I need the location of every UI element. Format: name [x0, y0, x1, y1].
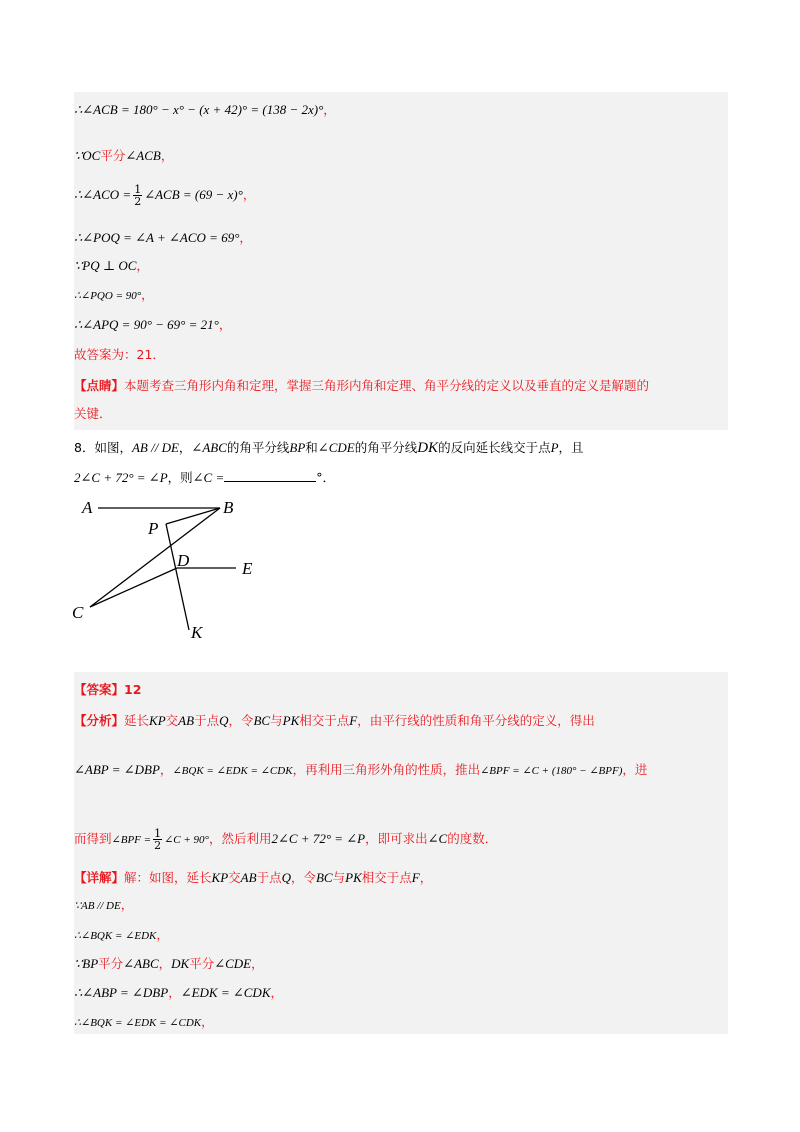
- math-expr: AB // DE: [131, 440, 179, 455]
- text: 和: [305, 440, 318, 455]
- text: 的反向延长线交于点: [438, 440, 551, 455]
- punct: ，: [218, 317, 232, 332]
- red-text: 平分: [100, 148, 126, 163]
- math-expr: ∠CDE: [317, 440, 355, 455]
- math-expr: PK: [345, 870, 362, 885]
- math-expr: ∠ABC: [191, 440, 227, 455]
- math-expr: ∴∠POQ = ∠A + ∠ACO = 69°: [74, 230, 240, 245]
- math-expr: BC: [315, 870, 333, 885]
- punct: ，: [201, 1014, 214, 1029]
- label-a: A: [82, 498, 93, 517]
- detail-line-1: [74, 868, 432, 889]
- answer-value: 12: [124, 682, 142, 697]
- question-line-2: [74, 468, 335, 489]
- math-expr: ∵OC: [74, 148, 101, 163]
- answer-label-line: [74, 680, 141, 701]
- label-k: K: [191, 623, 203, 642]
- math-expr: Q: [219, 713, 229, 728]
- text: 延长: [124, 713, 150, 728]
- math-expr: ∠ABC: [123, 956, 159, 971]
- answer-line: [74, 345, 165, 366]
- punct: ，: [270, 985, 284, 1000]
- punct: ，: [156, 927, 169, 942]
- math-expr: ∴∠ACB = 180° − x° − (x + 42)° = (138 − 2x)°: [74, 102, 324, 117]
- text: 与: [332, 870, 346, 885]
- comment-label: 【点睛】: [74, 378, 125, 393]
- math-expr: ∴∠APQ = 90° − 69° = 21°: [74, 317, 219, 332]
- math-expr: ∴∠ACO =: [74, 187, 132, 202]
- comment-line-1: [74, 376, 649, 397]
- fraction-numerator: 1: [154, 827, 162, 840]
- math-expr: ∠C + 90°: [164, 834, 209, 846]
- text: 的角平分线: [226, 440, 290, 455]
- punct: ，: [242, 187, 256, 202]
- step-line-2: [74, 146, 173, 167]
- text: ，: [178, 440, 192, 455]
- math-expr: ∠C =: [192, 470, 225, 485]
- math-expr: ∠BQK = ∠EDK = ∠CDK: [172, 765, 293, 777]
- fraction-denominator: 2: [154, 839, 162, 852]
- text: 交: [165, 713, 179, 728]
- math-expr: ∠BPF =: [111, 834, 152, 846]
- text: 相交于点: [361, 870, 412, 885]
- math-expr: BC: [253, 713, 271, 728]
- text: 于点: [256, 870, 282, 885]
- text: °．: [316, 470, 336, 485]
- red-text: 平分: [189, 956, 215, 971]
- text: 相交于点: [299, 713, 350, 728]
- math-expr: F: [349, 713, 358, 728]
- label-c: C: [72, 603, 84, 622]
- punct: ，: [158, 956, 172, 971]
- detail-step-5: [74, 1012, 214, 1033]
- math-expr: DK: [417, 440, 439, 456]
- text: ，进: [622, 762, 648, 777]
- step-line-1: [74, 100, 336, 121]
- step-line-3: [74, 184, 255, 207]
- detail-step-2: [74, 925, 169, 946]
- math-expr: ∵PQ ⊥ OC: [74, 258, 137, 273]
- text: 于点: [194, 713, 220, 728]
- math-expr: PK: [282, 713, 300, 728]
- math-expr: ∵AB // DE: [74, 900, 121, 912]
- text: ，且: [558, 440, 584, 455]
- math-expr: ∠C: [427, 831, 448, 846]
- analysis-line-3: [74, 828, 497, 851]
- math-expr: ∠ABP = ∠DBP: [74, 762, 160, 777]
- math-expr: 2∠C + 72° = ∠P: [74, 470, 168, 485]
- text: 的角平分线: [354, 440, 418, 455]
- text: ，: [419, 870, 433, 885]
- answer-blank[interactable]: [224, 469, 316, 482]
- math-expr: ∠EDK = ∠CDK: [180, 985, 271, 1000]
- analysis-line-1: [74, 711, 595, 732]
- punct: ，: [136, 258, 149, 273]
- math-expr: KP: [211, 870, 229, 885]
- punct: ，: [323, 102, 336, 117]
- label-p: P: [148, 519, 159, 538]
- step-line-7: [74, 315, 231, 336]
- math-expr: ∠CDE: [214, 956, 252, 971]
- detail-step-1: [74, 895, 133, 916]
- text: ，即可求出: [365, 831, 428, 846]
- math-expr: KP: [149, 713, 166, 728]
- detail-step-4: [74, 983, 283, 1004]
- label-d: D: [177, 551, 190, 570]
- math-expr: ∴∠BQK = ∠EDK: [74, 930, 157, 942]
- text: ，令: [290, 870, 316, 885]
- fraction-numerator: 1: [134, 183, 142, 196]
- question-line-1: [74, 438, 584, 459]
- text: ，再利用三角形外角的性质，推出: [292, 762, 481, 777]
- geometry-figure: [70, 492, 280, 644]
- punct: ，: [141, 287, 154, 302]
- red-text: 平分: [98, 956, 124, 971]
- text: ，则: [167, 470, 193, 485]
- text: ，然后利用: [208, 831, 272, 846]
- comment-text: 关键．: [74, 406, 112, 421]
- label-e: E: [242, 559, 253, 578]
- label-b: B: [223, 498, 234, 517]
- punct: ，: [251, 956, 264, 971]
- math-expr: ∴∠PQO = 90°: [74, 290, 142, 302]
- step-line-5: [74, 256, 149, 277]
- math-expr: BP: [289, 440, 306, 455]
- detail-step-3: [74, 954, 264, 975]
- math-expr: P: [550, 440, 559, 455]
- text: ，由平行线的性质和角平分线的定义，得出: [357, 713, 595, 728]
- text: 如图，: [94, 440, 132, 455]
- comment-line-2: [74, 404, 112, 425]
- text: 交: [228, 870, 241, 885]
- math-expr: ∠BPF = ∠C + (180° − ∠BPF): [480, 765, 623, 777]
- analysis-label: 【分析】: [74, 713, 125, 728]
- math-expr: ∠ACB = (69 − x)°: [144, 187, 243, 202]
- text: 的度数．: [447, 831, 498, 846]
- fraction: [133, 184, 142, 207]
- math-expr: F: [411, 870, 420, 885]
- text: 解：如图，延长: [124, 870, 212, 885]
- punct: ，: [168, 985, 181, 1000]
- question-number: 8．: [74, 440, 95, 455]
- math-expr: Q: [281, 870, 291, 885]
- punct: ，: [239, 230, 252, 245]
- answer-label: 【答案】: [74, 682, 125, 697]
- answer-text: 故答案为：21．: [74, 347, 165, 362]
- math-expr: AB: [240, 870, 257, 885]
- math-expr: ∴∠BQK = ∠EDK = ∠CDK: [74, 1017, 202, 1029]
- math-expr: ∴∠ABP = ∠DBP: [74, 985, 169, 1000]
- math-expr: AB: [178, 713, 195, 728]
- fraction-denominator: 2: [134, 195, 142, 208]
- math-expr: DK: [171, 956, 190, 971]
- text: 而得到: [74, 831, 112, 846]
- punct: ，: [120, 897, 134, 912]
- step-line-4: [74, 228, 252, 249]
- math-expr: ∠ACB: [125, 148, 161, 163]
- text: 与: [270, 713, 283, 728]
- text: ，令: [228, 713, 254, 728]
- detail-label: 【详解】: [74, 870, 125, 885]
- segment-bp: [166, 508, 220, 524]
- punct: ，: [160, 148, 174, 163]
- text: ，: [159, 762, 173, 777]
- analysis-line-2: [74, 760, 647, 781]
- fraction: [153, 828, 162, 851]
- math-expr: ∵BP: [74, 956, 99, 971]
- comment-text: 本题考查三角形内角和定理，掌握三角形内角和定理、角平分线的定义以及垂直的定义是解题的: [124, 378, 650, 393]
- math-expr: 2∠C + 72° = ∠P: [271, 831, 366, 846]
- step-line-6: [74, 285, 154, 306]
